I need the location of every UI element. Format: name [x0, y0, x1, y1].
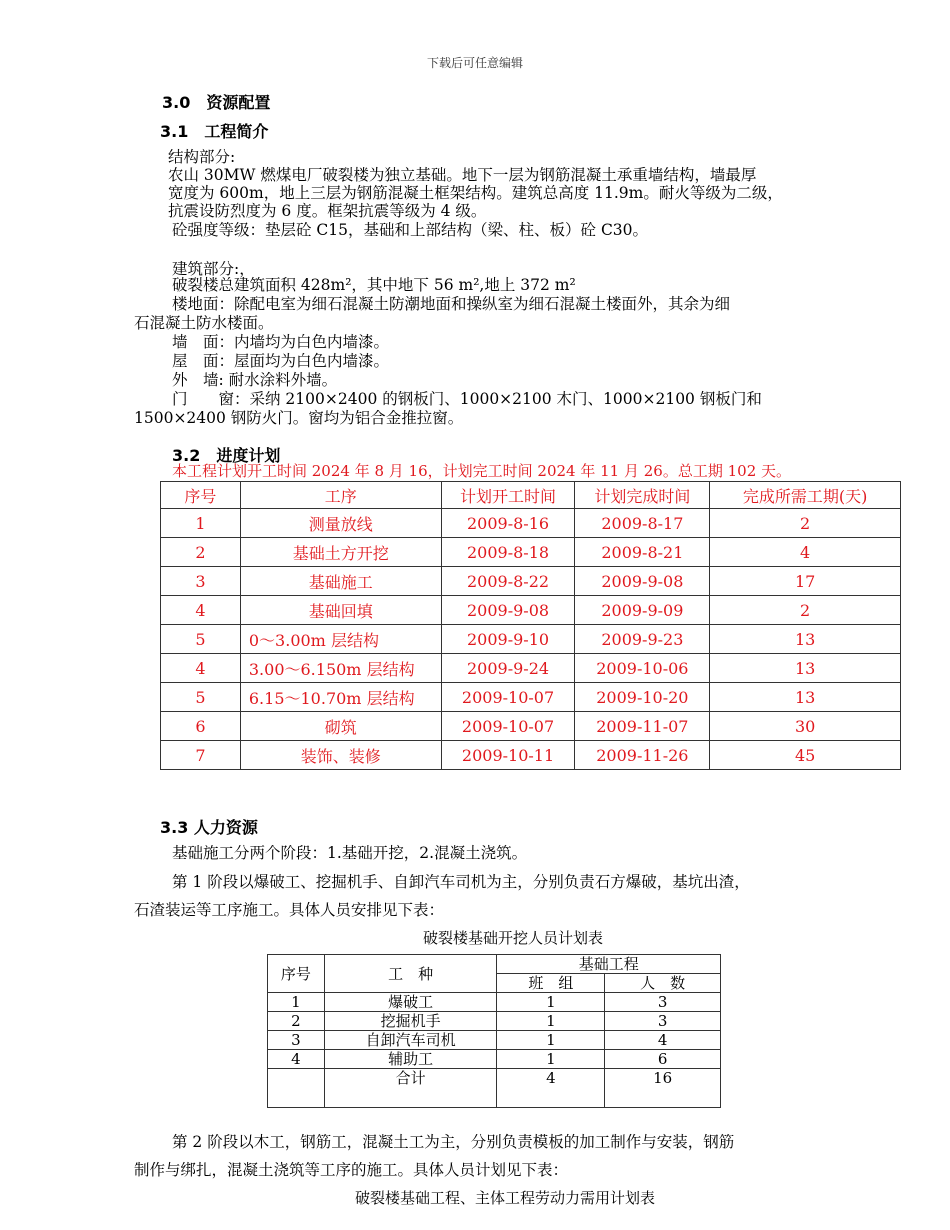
cell-no: 1 [161, 509, 241, 538]
cell-end: 2009-9-09 [575, 596, 710, 625]
cell-duration: 13 [710, 654, 901, 683]
cell-process: 0～3.00m 层结构 [240, 625, 441, 654]
cell-duration: 45 [710, 741, 901, 770]
cell-team: 1 [497, 1050, 605, 1069]
header-no: 序号 [268, 955, 325, 993]
hr-paragraph-2b: 石渣装运等工序施工。具体人员安排见下表： [134, 901, 445, 919]
labor-plan-table [267, 954, 721, 1108]
cell-no: 2 [268, 1012, 325, 1031]
labor-table-2-title: 破裂楼基础工程、主体工程劳动力需用计划表 [354, 1189, 655, 1207]
header-start: 计划开工时间 [441, 482, 575, 509]
cell-end: 2009-9-08 [575, 567, 710, 596]
cell-duration: 2 [710, 596, 901, 625]
cell-type: 挖掘机手 [324, 1012, 497, 1031]
cell-people: 4 [605, 1031, 721, 1050]
cell-process: 装饰、装修 [240, 741, 441, 770]
architecture-roof: 屋 面：屋面均为白色内墙漆。 [172, 352, 390, 370]
cell-end: 2009-10-20 [575, 683, 710, 712]
labor-header-row [268, 955, 721, 974]
cell-no: 3 [268, 1031, 325, 1050]
table-row [161, 654, 901, 683]
watermark-text: 下载后可任意编辑 [426, 56, 523, 70]
cell-no: 5 [161, 625, 241, 654]
hr-paragraph-1: 基础施工分两个阶段：1.基础开挖，2.混凝土浇筑。 [172, 844, 528, 862]
cell-start: 2009-10-07 [441, 683, 575, 712]
cell-start: 2009-8-16 [441, 509, 575, 538]
header-end: 计划完成时间 [575, 482, 710, 509]
structure-line-1: 农山 30MW 燃煤电厂破裂楼为独立基础。地下一层为钢筋混凝土承重墙结构，墙最厚 [168, 166, 757, 184]
cell-type: 辅助工 [324, 1050, 497, 1069]
table-row [161, 567, 901, 596]
cell-start: 2009-8-18 [441, 538, 575, 567]
table-row [161, 509, 901, 538]
cell-no: 6 [161, 712, 241, 741]
cell-people: 6 [605, 1050, 721, 1069]
section-3-3-heading: 3.3 人力资源 [160, 818, 258, 837]
cell-duration: 17 [710, 567, 901, 596]
cell-no: 4 [161, 654, 241, 683]
cell-start: 2009-8-22 [441, 567, 575, 596]
cell-no: 5 [161, 683, 241, 712]
cell-no: 2 [161, 538, 241, 567]
table-row [161, 683, 901, 712]
schedule-table [160, 481, 901, 770]
header-people: 人 数 [605, 974, 721, 993]
cell-no: 3 [161, 567, 241, 596]
cell-start: 2009-9-08 [441, 596, 575, 625]
architecture-door-2: 1500×2400 钢防火门。窗均为铝合金推拉窗。 [134, 409, 464, 427]
table-row [268, 993, 721, 1012]
cell-end: 2009-11-26 [575, 741, 710, 770]
cell-process: 测量放线 [240, 509, 441, 538]
cell-start: 2009-10-07 [441, 712, 575, 741]
cell-process: 基础回填 [240, 596, 441, 625]
cell-type: 自卸汽车司机 [324, 1031, 497, 1050]
table-row [268, 1031, 721, 1050]
total-row [268, 1069, 721, 1108]
cell-duration: 30 [710, 712, 901, 741]
table-row [161, 741, 901, 770]
table-row [161, 596, 901, 625]
table-row [268, 1012, 721, 1031]
header-group: 基础工程 [497, 955, 721, 974]
cell-team: 1 [497, 1012, 605, 1031]
table-row [161, 712, 901, 741]
cell-no: 7 [161, 741, 241, 770]
header-team: 班 组 [497, 974, 605, 993]
section-3-0-heading: 3.0 资源配置 [162, 93, 271, 112]
architecture-floor-2: 石混凝土防水楼面。 [134, 314, 274, 332]
cell-no: 1 [268, 993, 325, 1012]
cell-end: 2009-10-06 [575, 654, 710, 683]
structure-label: 结构部分: [168, 148, 236, 166]
architecture-floor-1: 楼地面：除配电室为细石混凝土防潮地面和操纵室为细石混凝土楼面外，其余为细 [172, 295, 731, 313]
structure-line-4: 砼强度等级：垫层砼 C15，基础和上部结构（梁、柱、板）砼 C30。 [172, 221, 649, 239]
cell-type: 爆破工 [324, 993, 497, 1012]
section-3-1-heading: 3.1 工程简介 [160, 122, 269, 141]
structure-line-3: 抗震设防烈度为 6 度。框架抗震等级为 4 级。 [168, 202, 487, 220]
header-no: 序号 [161, 482, 241, 509]
architecture-wall: 墙 面：内墙均为白色内墙漆。 [172, 333, 390, 351]
labor-table-title: 破裂楼基础开挖人员计划表 [422, 929, 603, 947]
cell-blank [268, 1069, 325, 1108]
table-row [161, 625, 901, 654]
cell-team: 1 [497, 993, 605, 1012]
cell-start: 2009-10-11 [441, 741, 575, 770]
header-duration: 完成所需工期(天) [710, 482, 901, 509]
architecture-area: 破裂楼总建筑面积 428m²，其中地下 56 m²,地上 372 m² [172, 276, 576, 294]
cell-end: 2009-8-17 [575, 509, 710, 538]
cell-process: 3.00～6.150m 层结构 [240, 654, 441, 683]
header-type: 工 种 [324, 955, 497, 993]
architecture-door-1: 门 窗：采纳 2100×2400 的钢板门、1000×2100 木门、1000×2100 钢板门和 [172, 390, 762, 408]
cell-process: 6.15～10.70m 层结构 [240, 683, 441, 712]
cell-process: 基础施工 [240, 567, 441, 596]
hr-paragraph-3a: 第 2 阶段以木工，钢筋工，混凝土工为主，分别负责模板的加工制作与安装，钢筋 [172, 1133, 735, 1151]
total-people: 16 [605, 1069, 721, 1108]
section-3-2-heading: 3.2 进度计划 [172, 446, 281, 465]
cell-duration: 4 [710, 538, 901, 567]
structure-line-2: 宽度为 600m，地上三层为钢筋混凝土框架结构。建筑总高度 11.9m。耐火等级为二级， [168, 184, 783, 202]
cell-team: 1 [497, 1031, 605, 1050]
architecture-outer-wall: 外 墙: 耐水涂料外墙。 [172, 371, 338, 389]
total-team: 4 [497, 1069, 605, 1108]
table-row [161, 538, 901, 567]
cell-start: 2009-9-10 [441, 625, 575, 654]
cell-duration: 13 [710, 625, 901, 654]
schedule-intro: 本工程计划开工时间 2024 年 8 月 16，计划完工时间 2024 年 11 月 26。总工期 102 天。 [172, 462, 792, 480]
cell-process: 基础土方开挖 [240, 538, 441, 567]
cell-no: 4 [268, 1050, 325, 1069]
cell-people: 3 [605, 1012, 721, 1031]
cell-no: 4 [161, 596, 241, 625]
cell-start: 2009-9-24 [441, 654, 575, 683]
table-row [268, 1050, 721, 1069]
hr-paragraph-2a: 第 1 阶段以爆破工、挖掘机手、自卸汽车司机为主，分别负责石方爆破，基坑出渣， [172, 873, 750, 891]
header-process: 工序 [240, 482, 441, 509]
schedule-header-row [161, 482, 901, 509]
cell-end: 2009-9-23 [575, 625, 710, 654]
cell-people: 3 [605, 993, 721, 1012]
cell-end: 2009-8-21 [575, 538, 710, 567]
cell-duration: 13 [710, 683, 901, 712]
hr-paragraph-3b: 制作与绑扎，混凝土浇筑等工序的施工。具体人员计划见下表： [134, 1161, 569, 1179]
architecture-label: 建筑部分:， [172, 260, 255, 278]
cell-process: 砌筑 [240, 712, 441, 741]
cell-end: 2009-11-07 [575, 712, 710, 741]
total-label: 合计 [324, 1069, 497, 1108]
cell-duration: 2 [710, 509, 901, 538]
